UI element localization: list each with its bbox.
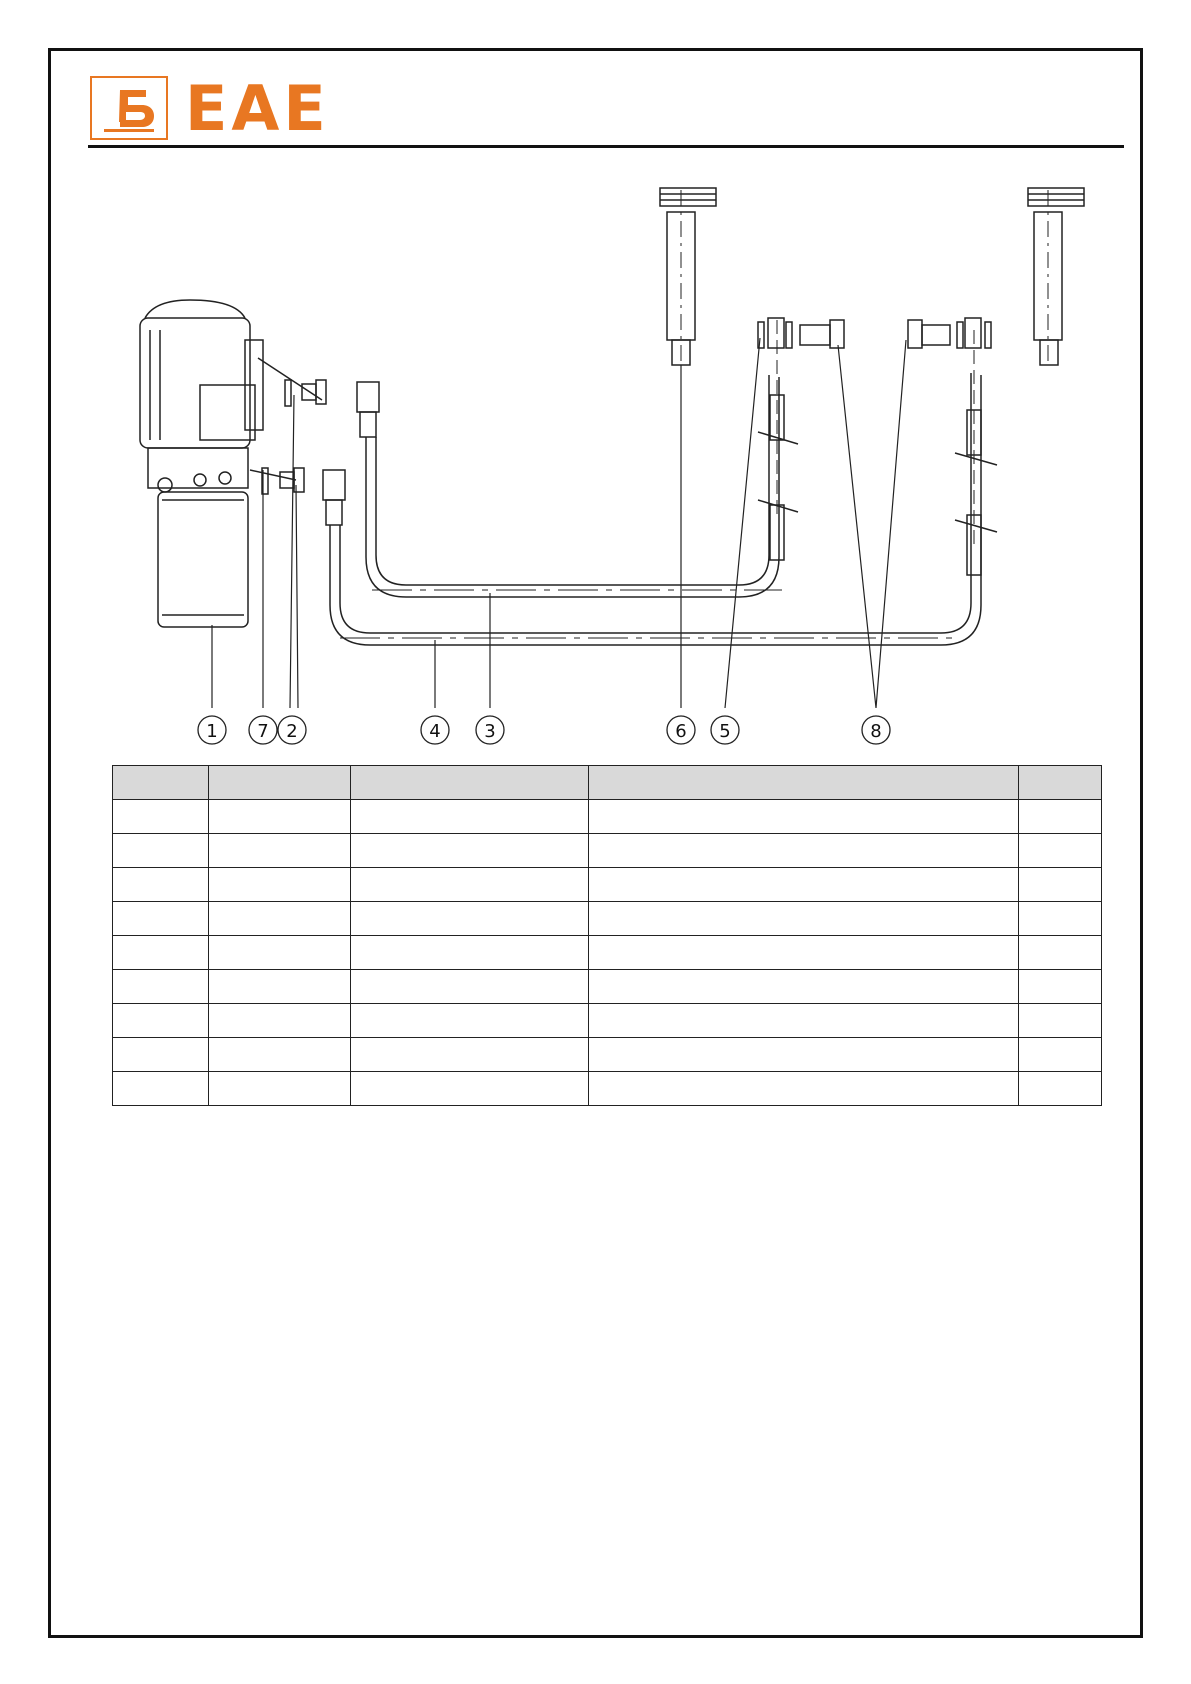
table-cell	[209, 936, 351, 970]
table-cell	[351, 1072, 589, 1106]
table-cell	[113, 868, 209, 902]
hose-4	[323, 373, 981, 645]
callout-1: 1	[206, 721, 218, 742]
cylinder-right	[1028, 188, 1084, 365]
pump-fittings	[250, 358, 326, 494]
table-cell	[351, 902, 589, 936]
table-cell	[589, 800, 1019, 834]
table-header-cell	[351, 766, 589, 800]
table-header-row	[113, 766, 1102, 800]
table-row	[113, 970, 1102, 1004]
table-cell	[209, 1004, 351, 1038]
table-header-cell	[1019, 766, 1102, 800]
coupling-right	[908, 318, 991, 348]
table-cell	[589, 1072, 1019, 1106]
table-header-cell	[113, 766, 209, 800]
table-cell	[1019, 834, 1102, 868]
table-cell	[1019, 970, 1102, 1004]
table-cell	[1019, 1072, 1102, 1106]
parts-table	[112, 765, 1102, 1106]
table-cell	[1019, 902, 1102, 936]
power-unit	[140, 300, 263, 627]
table-cell	[589, 1004, 1019, 1038]
table-cell	[113, 936, 209, 970]
table-cell	[1019, 1038, 1102, 1072]
coupling-left	[758, 318, 844, 348]
table-cell	[589, 936, 1019, 970]
table-header-cell	[209, 766, 351, 800]
parts-table-body	[113, 800, 1102, 1106]
table-cell	[589, 868, 1019, 902]
table-cell	[351, 800, 589, 834]
table-cell	[589, 970, 1019, 1004]
callout-4: 4	[429, 721, 441, 742]
table-cell	[209, 834, 351, 868]
table-cell	[589, 1038, 1019, 1072]
cylinder-left	[660, 188, 716, 365]
table-cell	[209, 1038, 351, 1072]
callout-5: 5	[719, 721, 731, 742]
table-row	[113, 902, 1102, 936]
table-cell	[113, 902, 209, 936]
table-cell	[209, 800, 351, 834]
callout-7: 7	[257, 721, 269, 742]
callout-6: 6	[675, 721, 687, 742]
table-row	[113, 834, 1102, 868]
table-cell	[113, 1072, 209, 1106]
hydraulic-assembly-drawing	[0, 0, 1191, 760]
table-cell	[113, 800, 209, 834]
table-cell	[113, 1004, 209, 1038]
table-row	[113, 936, 1102, 970]
callout-3: 3	[484, 721, 496, 742]
callouts	[198, 716, 890, 744]
table-cell	[209, 970, 351, 1004]
table-cell	[589, 902, 1019, 936]
table-cell	[113, 834, 209, 868]
svg-text:EAE: EAE	[185, 78, 330, 138]
table-cell	[351, 1038, 589, 1072]
table-cell	[589, 834, 1019, 868]
table-cell	[351, 936, 589, 970]
table-cell	[209, 1072, 351, 1106]
table-row	[113, 868, 1102, 902]
table-cell	[351, 1004, 589, 1038]
table-cell	[113, 1038, 209, 1072]
table-cell	[209, 902, 351, 936]
table-cell	[1019, 868, 1102, 902]
table-cell	[1019, 1004, 1102, 1038]
table-row	[113, 1004, 1102, 1038]
table-header-cell	[589, 766, 1019, 800]
table-cell	[209, 868, 351, 902]
table-cell	[351, 868, 589, 902]
table-row	[113, 800, 1102, 834]
table-row	[113, 1038, 1102, 1072]
callout-2: 2	[286, 721, 298, 742]
table-cell	[351, 970, 589, 1004]
table-cell	[113, 970, 209, 1004]
table-cell	[1019, 800, 1102, 834]
table-row	[113, 1072, 1102, 1106]
callout-8: 8	[870, 721, 882, 742]
flex-hose-left	[758, 320, 798, 560]
hose-3	[357, 375, 782, 597]
flex-hose-right	[955, 330, 997, 575]
table-cell	[351, 834, 589, 868]
table-cell	[1019, 936, 1102, 970]
